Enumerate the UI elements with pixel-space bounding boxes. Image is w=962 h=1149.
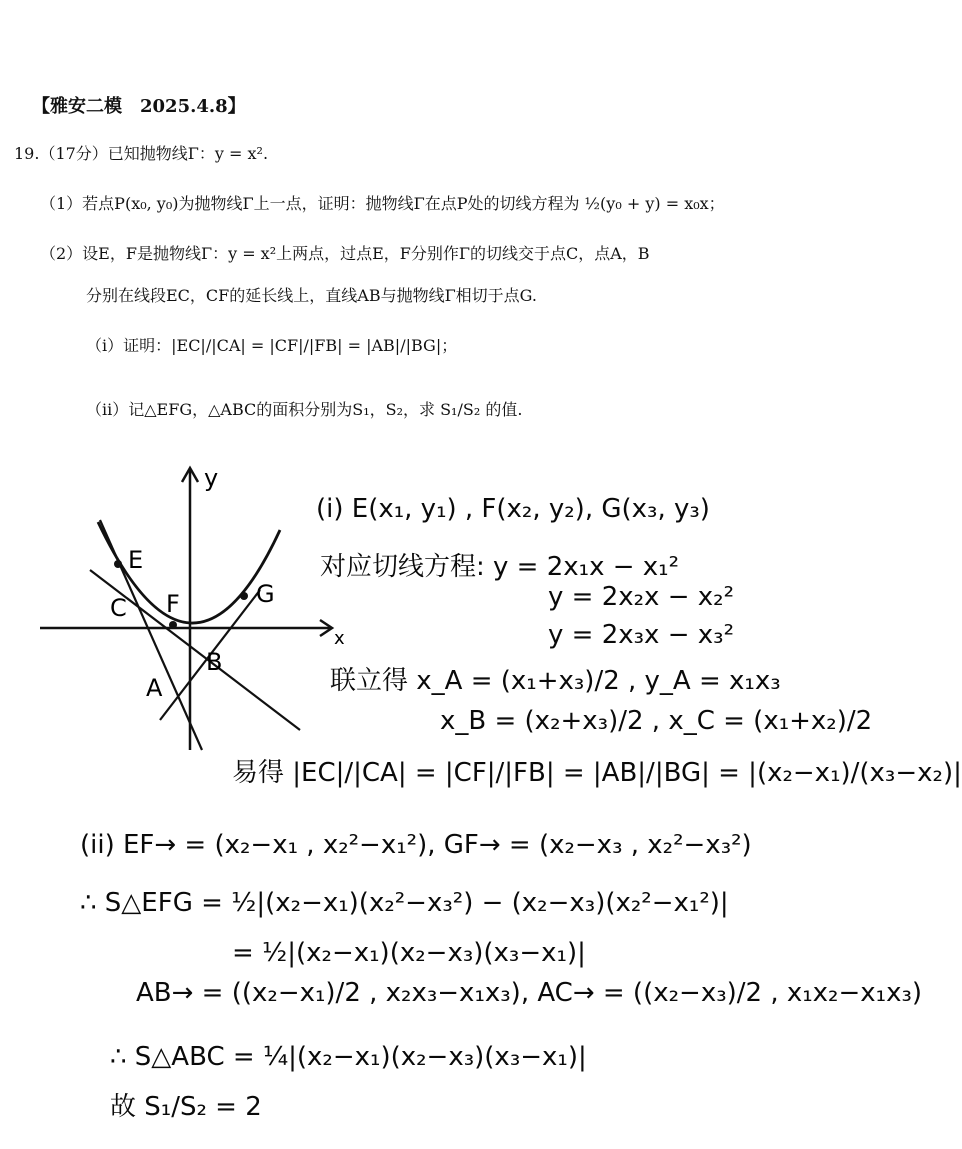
label-x: x xyxy=(334,628,345,649)
point-f xyxy=(169,621,177,629)
label-e: E xyxy=(128,546,144,574)
label-b: B xyxy=(206,648,223,676)
parabola-figure xyxy=(30,460,350,760)
solution-line-9: ∴ S△EFG = ½|(x₂−x₁)(x₂²−x₃²) − (x₂−x₃)(x₂²−x₁²)| xyxy=(80,888,729,918)
point-g xyxy=(240,592,248,600)
problem-part-2-line-2: 分别在线段EC，CF的延长线上，直线AB与抛物线Γ相切于点G. xyxy=(86,286,537,305)
problem-part-1: （1）若点P(x₀, y₀)为抛物线Γ上一点，证明：抛物线Γ在点P处的切线方程为 ½(y₀ + y) = x₀x； xyxy=(40,194,725,213)
label-a: A xyxy=(146,674,163,702)
problem-part-2-line-1: （2）设E，F是抛物线Γ：y = x²上两点，过点E，F分别作Γ的切线交于点C，点A，B xyxy=(40,244,650,263)
problem-part-2-ii: （ii）记△EFG，△ABC的面积分别为S₁，S₂，求 S₁/S₂ 的值. xyxy=(86,400,523,419)
label-y: y xyxy=(204,464,219,492)
solution-line-13: 故 S₁/S₂ = 2 xyxy=(110,1092,262,1122)
solution-line-5: 联立得 x_A = (x₁+x₃)/2 , y_A = x₁x₃ xyxy=(330,666,781,696)
solution-line-2: 对应切线方程: y = 2x₁x − x₁² xyxy=(320,552,680,582)
solution-line-11: AB→ = ((x₂−x₁)/2 , x₂x₃−x₁x₃), AC→ = ((x₂−x₃)/2 , x₁x₂−x₁x₃) xyxy=(136,978,923,1008)
problem-source: 【雅安二模 2025.4.8】 xyxy=(32,96,246,117)
label-g: G xyxy=(256,580,275,608)
tangent-line-e xyxy=(100,520,202,750)
solution-line-7: 易得 |EC|/|CA| = |CF|/|FB| = |AB|/|BG| = |(x₂−x₁)/(x₃−x₂)| xyxy=(232,758,962,788)
solution-line-1: (i) E(x₁, y₁) , F(x₂, y₂), G(x₃, y₃) xyxy=(316,494,710,524)
solution-line-12: ∴ S△ABC = ¼|(x₂−x₁)(x₂−x₃)(x₃−x₁)| xyxy=(110,1042,587,1072)
solution-line-3: y = 2x₂x − x₂² xyxy=(548,582,734,612)
point-e xyxy=(114,560,122,568)
problem-part-2-i: （i）证明：|EC|/|CA| = |CF|/|FB| = |AB|/|BG|； xyxy=(86,336,458,355)
solution-line-8: (ii) EF→ = (x₂−x₁ , x₂²−x₁²), GF→ = (x₂−x₃ , x₂²−x₃²) xyxy=(80,830,752,860)
solution-line-4: y = 2x₃x − x₃² xyxy=(548,620,734,650)
solution-line-6: x_B = (x₂+x₃)/2 , x_C = (x₁+x₂)/2 xyxy=(440,706,873,736)
label-f: F xyxy=(166,590,180,618)
problem-stem: 19.（17分）已知抛物线Γ：y = x². xyxy=(14,144,269,163)
label-c: C xyxy=(110,594,127,622)
solution-line-10: = ½|(x₂−x₁)(x₂−x₃)(x₃−x₁)| xyxy=(232,938,586,968)
